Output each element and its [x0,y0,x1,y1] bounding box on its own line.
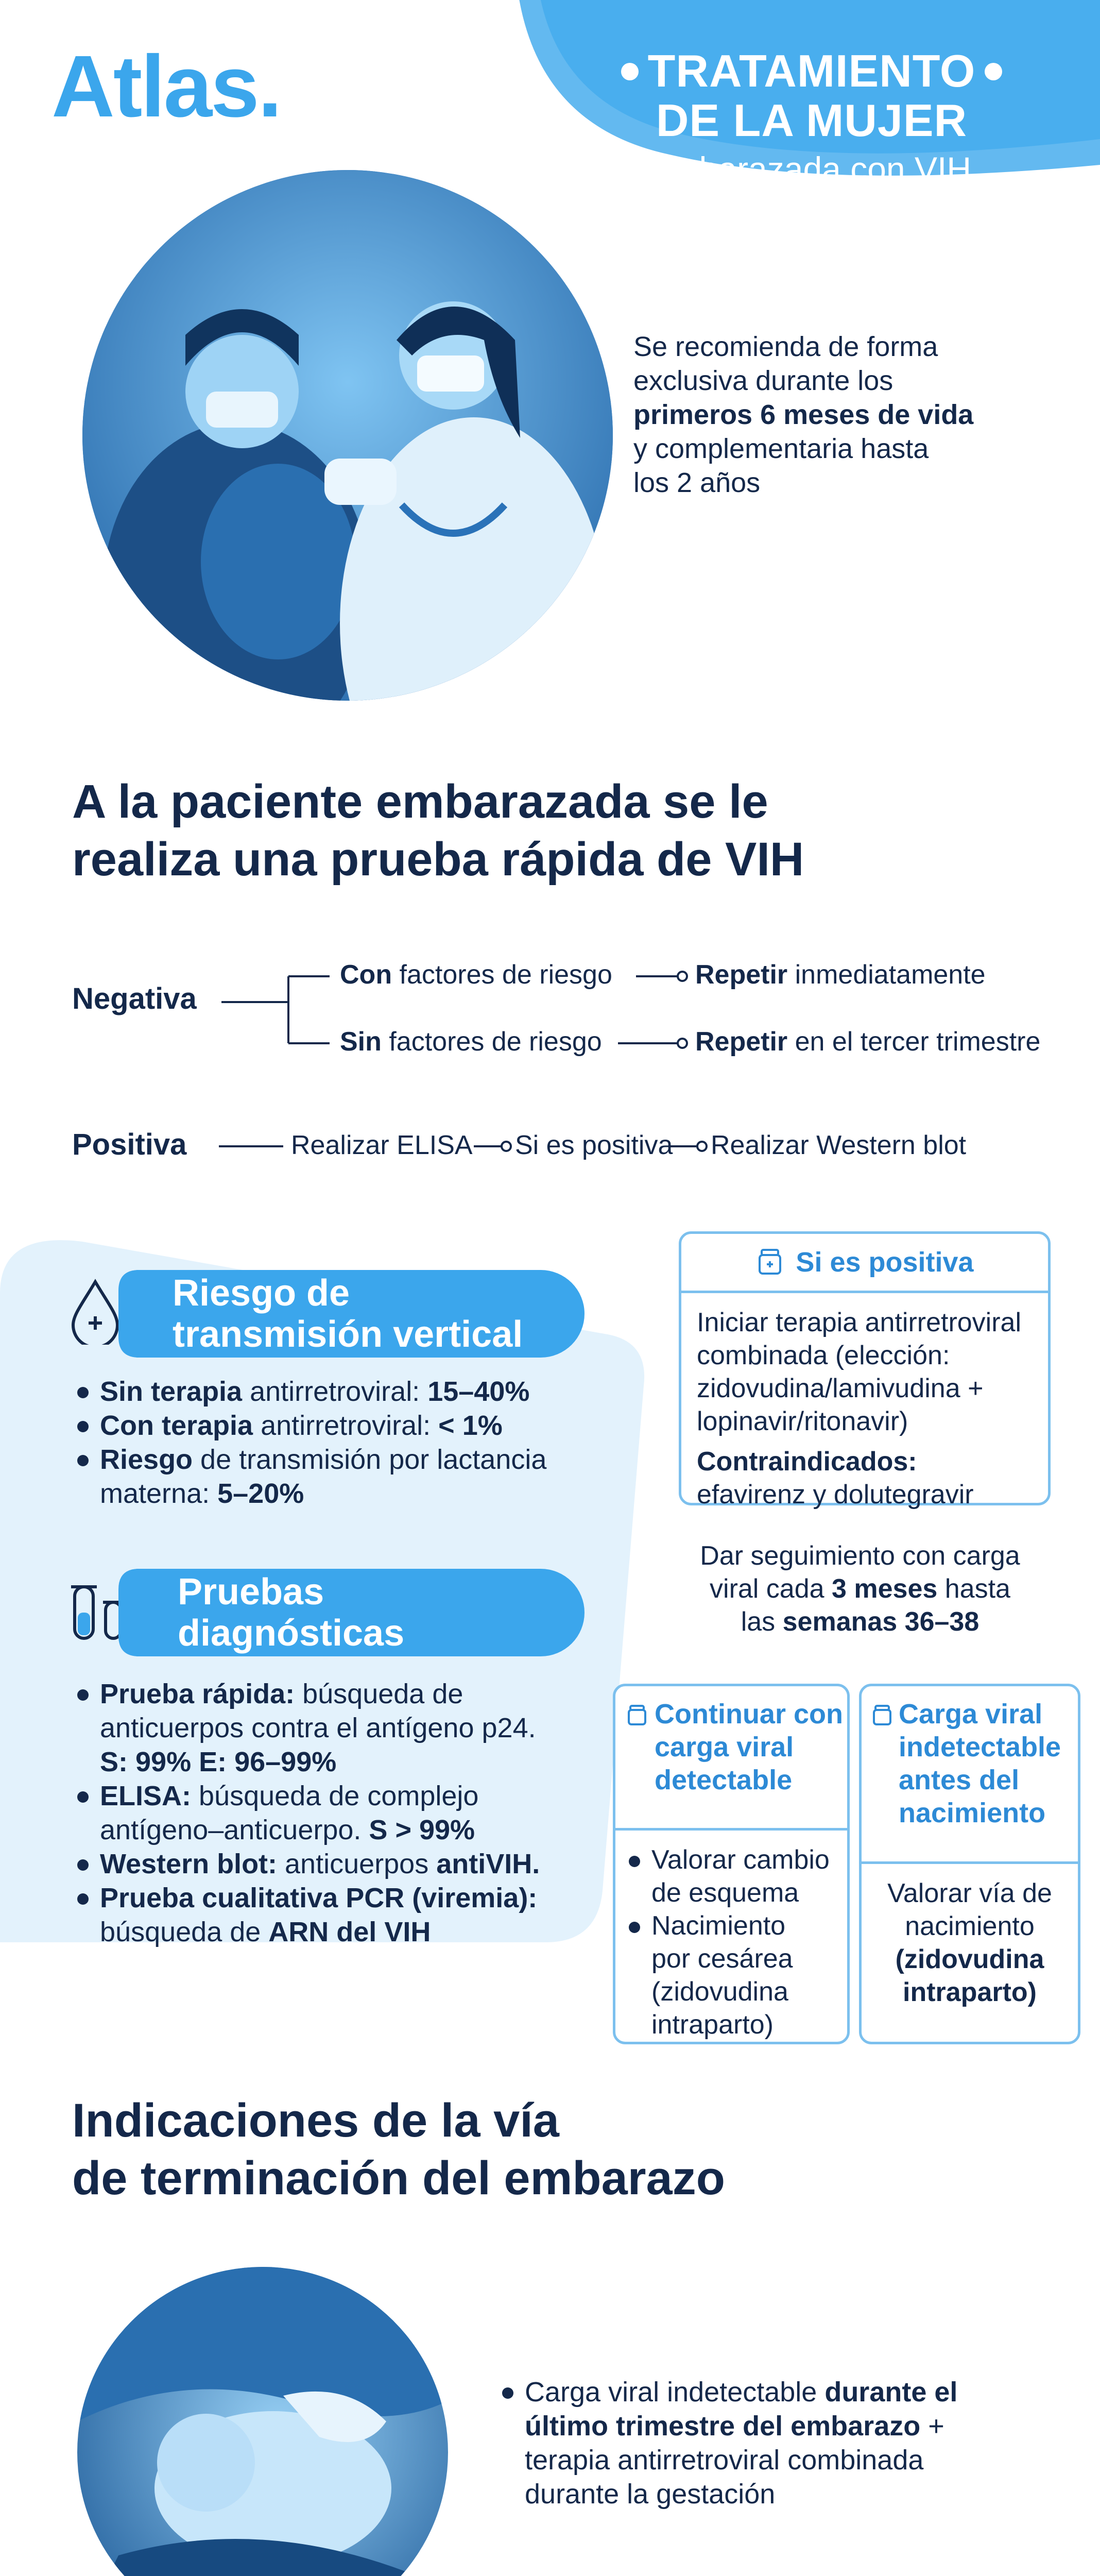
box-si-es-positiva [679,1231,1051,1510]
photo-newborn [77,2267,448,2576]
drop-icon [67,1278,124,1345]
title-subtitle: embarazada con VIH [651,150,971,188]
list-item: Sin terapia antirretroviral: 15–40% [77,1375,633,1409]
title-line-1: TRATAMIENTO [580,46,1043,96]
page-title [580,46,1043,190]
box-carga-indetectable-header: Carga viral indetectable antes del nacimiento [862,1686,1078,1864]
flow-sin-factores: Sin factores de riesgo [340,1027,602,1057]
pill-pruebas-diagnosticas: Pruebas diagnósticas [136,1569,585,1656]
medicine-jar-icon [871,1704,893,1726]
bullet-dot-icon [502,2387,513,2399]
photo-illustration [82,170,613,701]
bullet-dot-icon [985,63,1002,80]
flow-western-blot: Realizar Western blot [711,1130,967,1160]
medicine-jar-icon [755,1248,784,1277]
section-heading-prueba-rapida: A la paciente embarazada se le realiza una prueba rápida de VIH [72,775,804,886]
atlas-logo: Atlas. [51,38,281,135]
list-item: Valorar cambio de esquema [629,1843,845,1909]
box-carga-indetectable [859,1684,1080,2044]
detectable-list [629,1843,845,2041]
title-line-2: DE LA MUJER [656,95,968,146]
pill-cap-left [118,1270,165,1358]
list-item: Western blot: anticuerpos antiVIH. [77,1847,633,1881]
bullet-dot-icon [621,63,639,80]
box-carga-indetectable-body: Valorar vía de nacimiento (zidovudina intraparto) [887,1878,1052,2007]
medicine-jar-icon [626,1704,648,1726]
flow-con-factores: Con factores de riesgo [340,960,612,990]
box-carga-detectable-header: Continuar con carga viral detectable [615,1686,847,1831]
list-item: Prueba rápida: búsqueda de anticuerpos contra el antígeno p24. S: 99% E: 96–99% [77,1677,633,1779]
list-item: ELISA: búsqueda de complejo antígeno–anticuerpo. S > 99% [77,1779,633,1847]
list-item: Prueba cualitativa PCR (viremia): búsqueda de ARN del VIH [77,1881,633,1949]
box-carga-detectable [613,1684,850,2044]
box-si-es-positiva-header: Si es positiva [681,1234,1048,1293]
photo-pregnant-patient-doctor [82,170,613,701]
indication-1: Carga viral indetectable durante el último trimestre del embarazo + terapia antirretroviral combinada durante la gestación [502,2375,1069,2511]
followup-text: Dar seguimiento con carga viral cada 3 meses hasta las semanas 36–38 [700,1541,1020,1637]
section-heading-indicaciones: Indicaciones de la vía de terminación del embarazo [72,2094,725,2205]
list-item: Con terapia antirretroviral: < 1% [77,1409,633,1443]
riesgo-list [77,1375,633,1511]
pill-cap-left [118,1569,165,1656]
flow-negativa: Negativa [72,982,197,1015]
flow-realizar-elisa: Realizar ELISA [291,1130,473,1160]
flow-repetir-inmediato: Repetir inmediatamente [695,960,986,990]
intro-text: Se recomienda de forma exclusiva durante los primeros 6 meses de vida y complementaria hasta los 2 años [633,331,974,498]
pill-riesgo-transmision: Riesgo de transmisión vertical [136,1270,585,1358]
flow-repetir-trimestre: Repetir en el tercer trimestre [695,1027,1041,1057]
list-item: Riesgo de transmisión por lactancia materna: 5–20% [77,1443,633,1511]
pruebas-list [77,1677,633,1949]
flow-si-positiva: Si es positiva [515,1130,673,1160]
list-item: Nacimiento por cesárea (zidovudina intraparto) [629,1909,845,2041]
flow-positiva: Positiva [72,1128,187,1161]
photo-illustration [77,2267,448,2576]
box-si-es-positiva-body: Iniciar terapia antirretroviral combinada (elección: zidovudina/lamivudina + lopinavir/ritonavir) Contraindicados: efavirenz y dolutegravir [697,1308,1022,1510]
